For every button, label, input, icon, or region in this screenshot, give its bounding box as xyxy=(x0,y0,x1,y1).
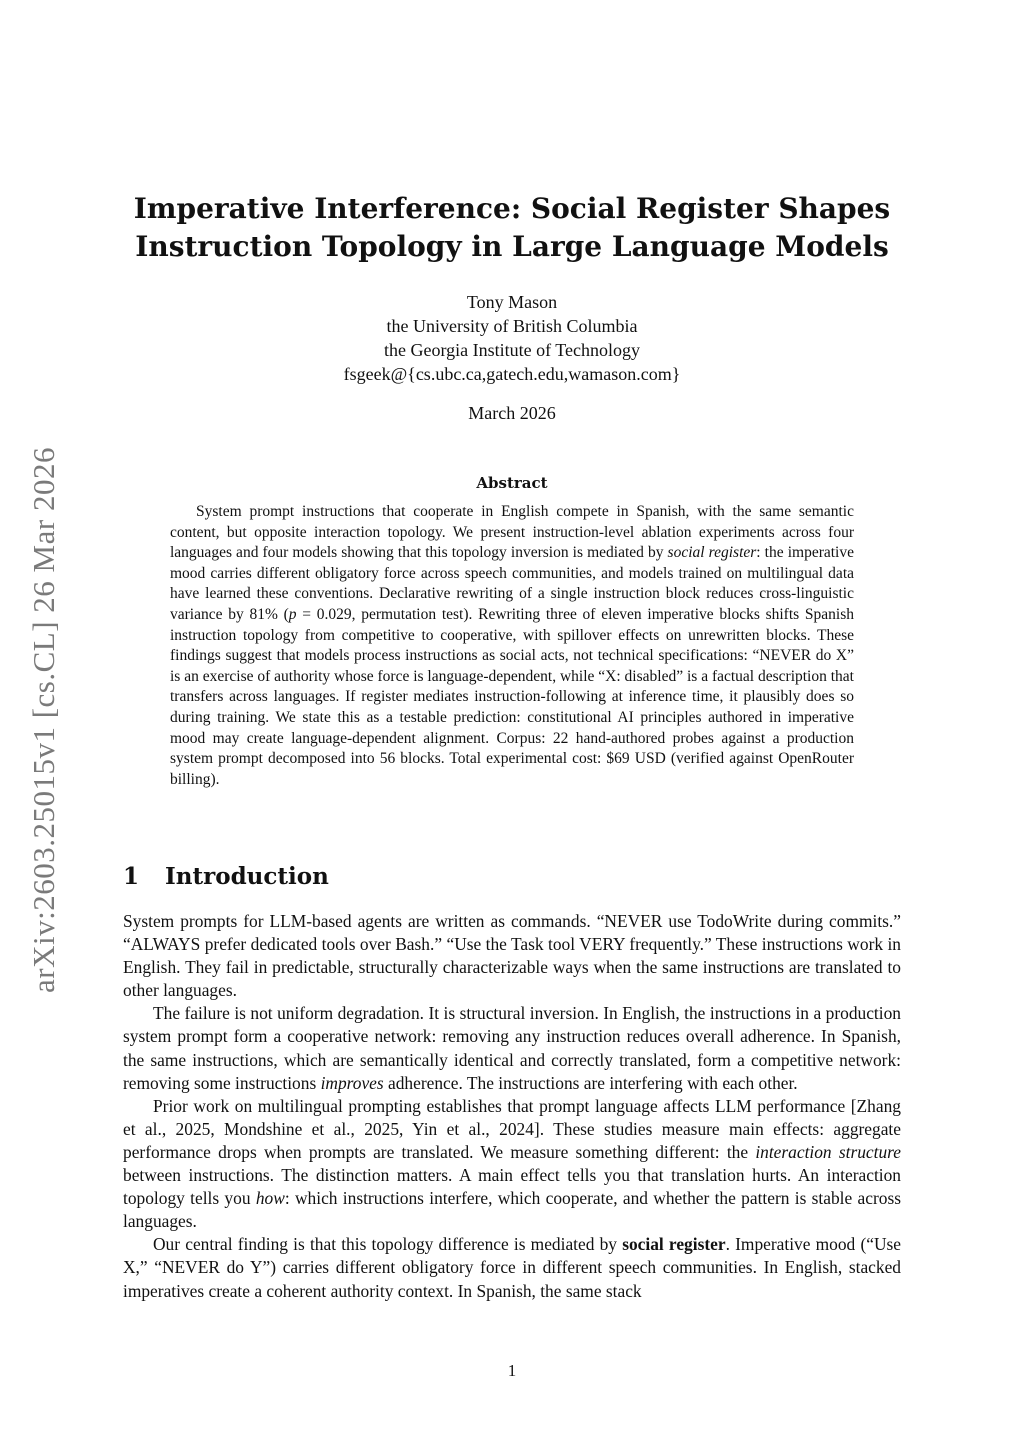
paper-date: March 2026 xyxy=(468,403,556,423)
intro-text: adherence. The instructions are interfering with each other. xyxy=(383,1072,798,1093)
abstract-text: = 0.029, permutation test). Rewriting three of eleven imperative blocks shifts Spanish instruction topology from competitive to cooperative, with spillover effects on unrewritten blocks. These findings suggest that models process instructions as social acts, not technical specifications: “NEVER do X” is an exercise of authority whose force is language-dependent, while “X: disabled” is a factual description that transfers across languages. If register mediates instruction-following at inference time, it plausibly does so during training. We state this as a testable prediction: constitutional AI principles authored in imperative mood may create language-dependent alignment. Corpus: 22 hand-authored probes against a production system prompt decomposed into 56 blocks. Total experimental cost: $69 USD (verified against OpenRouter billing). xyxy=(170,605,854,788)
intro-paragraph xyxy=(123,1233,901,1302)
intro-text: between instructions. The distinction matters. A main effect tells you that translation hurts. An interaction topology tells you xyxy=(123,1165,901,1209)
abstract-text: : the imperative mood carries different obligatory force across speech communities, and models trained on multilingual data have learned these conventions. Declarative rewriting of a single instruction block reduces cross-linguistic variance by 81% ( xyxy=(170,544,854,623)
intro-text: System prompts for LLM-based agents are written as commands. “NEVER use TodoWrite during commits.” “ALWAYS prefer dedicated tools over Bash.” “Use the Task tool VERY frequently.” These instructions work in English. They fail in predictable, structurally characterizable ways when the same instructions are translated to other languages. xyxy=(123,911,901,1001)
section-number: 1 xyxy=(123,863,140,890)
intro-italic: how xyxy=(255,1188,285,1209)
title-line-2: Instruction Topology in Large Language Models xyxy=(135,230,889,263)
abstract-heading: Abstract xyxy=(476,474,548,492)
abstract-text: System prompt instructions that cooperate in English compete in Spanish, with the same semantic content, but opposite interaction topology. We present instruction-level ablation experiments across four languages and four models showing that this topology inversion is mediated by xyxy=(170,503,854,562)
intro-text: : which instructions interfere, which cooperate, and whether the pattern is stable across languages. xyxy=(123,1188,901,1232)
abstract-italic-term: social register xyxy=(667,544,757,562)
abstract-p-symbol: p xyxy=(288,605,297,623)
section-heading xyxy=(123,863,329,890)
title-line-1: Imperative Interference: Social Register Shapes xyxy=(133,192,891,225)
intro-italic: improves xyxy=(320,1072,384,1093)
intro-text: Prior work on multilingual prompting establishes that prompt language affects LLM performance [Zhang et al., 2025, Mondshine et al., 2025, Yin et al., 2024]. These studies measure main effects: aggregate performance drops when prompts are translated. We measure something different: the xyxy=(123,1095,901,1162)
arxiv-identifier: arXiv:2603.25015v1 [cs.CL] 26 Mar 2026 xyxy=(26,447,61,993)
section-title: Introduction xyxy=(165,863,329,890)
intro-paragraph xyxy=(123,910,901,1002)
abstract-body xyxy=(170,502,854,790)
intro-paragraph xyxy=(123,1095,901,1234)
author-affiliation-ubc: the University of British Columbia xyxy=(386,316,638,336)
intro-bold: social register xyxy=(622,1234,726,1255)
introduction-body xyxy=(123,910,901,1303)
intro-paragraph xyxy=(123,1002,901,1094)
intro-text: Our central finding is that this topology difference is mediated by xyxy=(153,1234,623,1255)
intro-italic: interaction structure xyxy=(755,1141,902,1162)
author-affiliation-gatech: the Georgia Institute of Technology xyxy=(383,340,641,360)
page-number: 1 xyxy=(507,1361,517,1380)
intro-text: The failure is not uniform degradation. It is structural inversion. In English, the instructions in a production system prompt form a cooperative network: removing any instruction reduces overall adherence. In Spanish, the same instructions, which are semantically identical and correctly translated, form a competitive network: removing some instructions xyxy=(123,1003,901,1093)
paper-title xyxy=(112,190,912,266)
intro-text: . Imperative mood (“Use X,” “NEVER do Y”) carries different obligatory force in different speech communities. In English, stacked imperatives create a coherent authority context. In Spanish, the same stack xyxy=(123,1234,901,1301)
author-name: Tony Mason xyxy=(466,292,558,312)
author-email: fsgeek@{cs.ubc.ca,gatech.edu,wamason.com} xyxy=(343,364,681,384)
author-block xyxy=(112,290,912,386)
